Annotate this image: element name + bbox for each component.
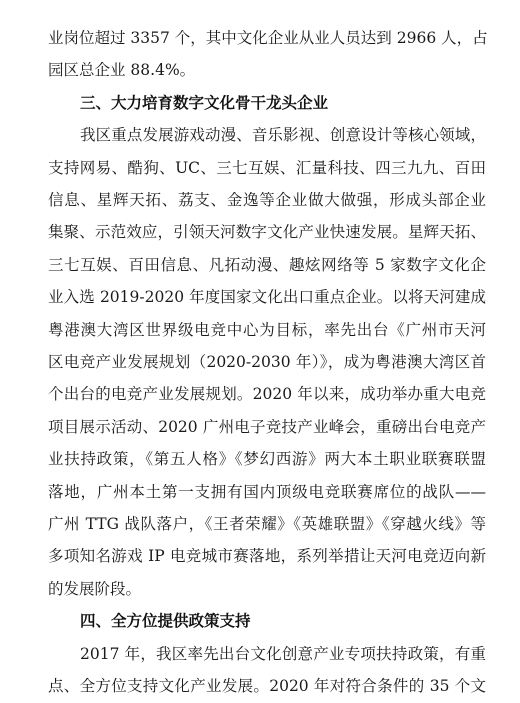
body-line: 区电竞产业发展规划（2020-2030 年）》，成为粤港澳大湾区首 <box>48 353 486 371</box>
body-line: 项目展示活动、2020 广州电子竞技产业峰会，重磅出台电竞产 <box>48 418 486 436</box>
body-line: 我区重点发展游戏动漫、音乐影视、创意设计等核心领域， <box>80 126 486 144</box>
body-line: 支持网易、酷狗、UC、三七互娱、汇量科技、四三九九、百田 <box>48 159 486 177</box>
body-line: 粤港澳大湾区世界级电竞中心为目标，率先出台《广州市天河 <box>48 321 486 339</box>
section-heading: 四、全方位提供政策支持 <box>80 612 251 630</box>
body-line: 三七互娱、百田信息、凡拓动漫、趣炫网络等 5 家数字文化企 <box>48 256 486 274</box>
body-line: 2017 年，我区率先出台文化创意产业专项扶持政策，有重 <box>80 645 486 663</box>
body-line: 业入选 2019-2020 年度国家文化出口重点企业。以将天河建成 <box>48 288 486 306</box>
body-line: 信息、星辉天拓、荔支、金逸等企业做大做强，形成头部企业 <box>48 191 486 209</box>
body-line: 业岗位超过 3357 个，其中文化企业从业人员达到 2966 人，占 <box>48 29 488 47</box>
body-line: 的发展阶段。 <box>48 580 142 598</box>
body-line: 集聚、示范效应，引领天河数字文化产业快速发展。星辉天拓、 <box>48 223 486 241</box>
body-line: 个出台的电竞产业发展规划。2020 年以来，成功举办重大电竞 <box>48 385 486 403</box>
body-line: 园区总企业 88.4%。 <box>48 61 196 79</box>
body-line: 业扶持政策，《第五人格》《梦幻西游》两大本土职业联赛联盟 <box>48 450 486 468</box>
body-line: 广州 TTG 战队落户，《王者荣耀》《英雄联盟》《穿越火线》等 <box>48 515 486 533</box>
body-line: 点、全方位支持文化产业发展。2020 年对符合条件的 35 个文 <box>48 677 486 695</box>
section-heading: 三、大力培育数字文化骨干龙头企业 <box>80 94 329 112</box>
body-line: 落地，广州本土第一支拥有国内顶级电竞联赛席位的战队—— <box>48 483 486 501</box>
body-line: 多项知名游戏 IP 电竞城市赛落地，系列举措让天河电竞迈向新 <box>48 547 486 565</box>
